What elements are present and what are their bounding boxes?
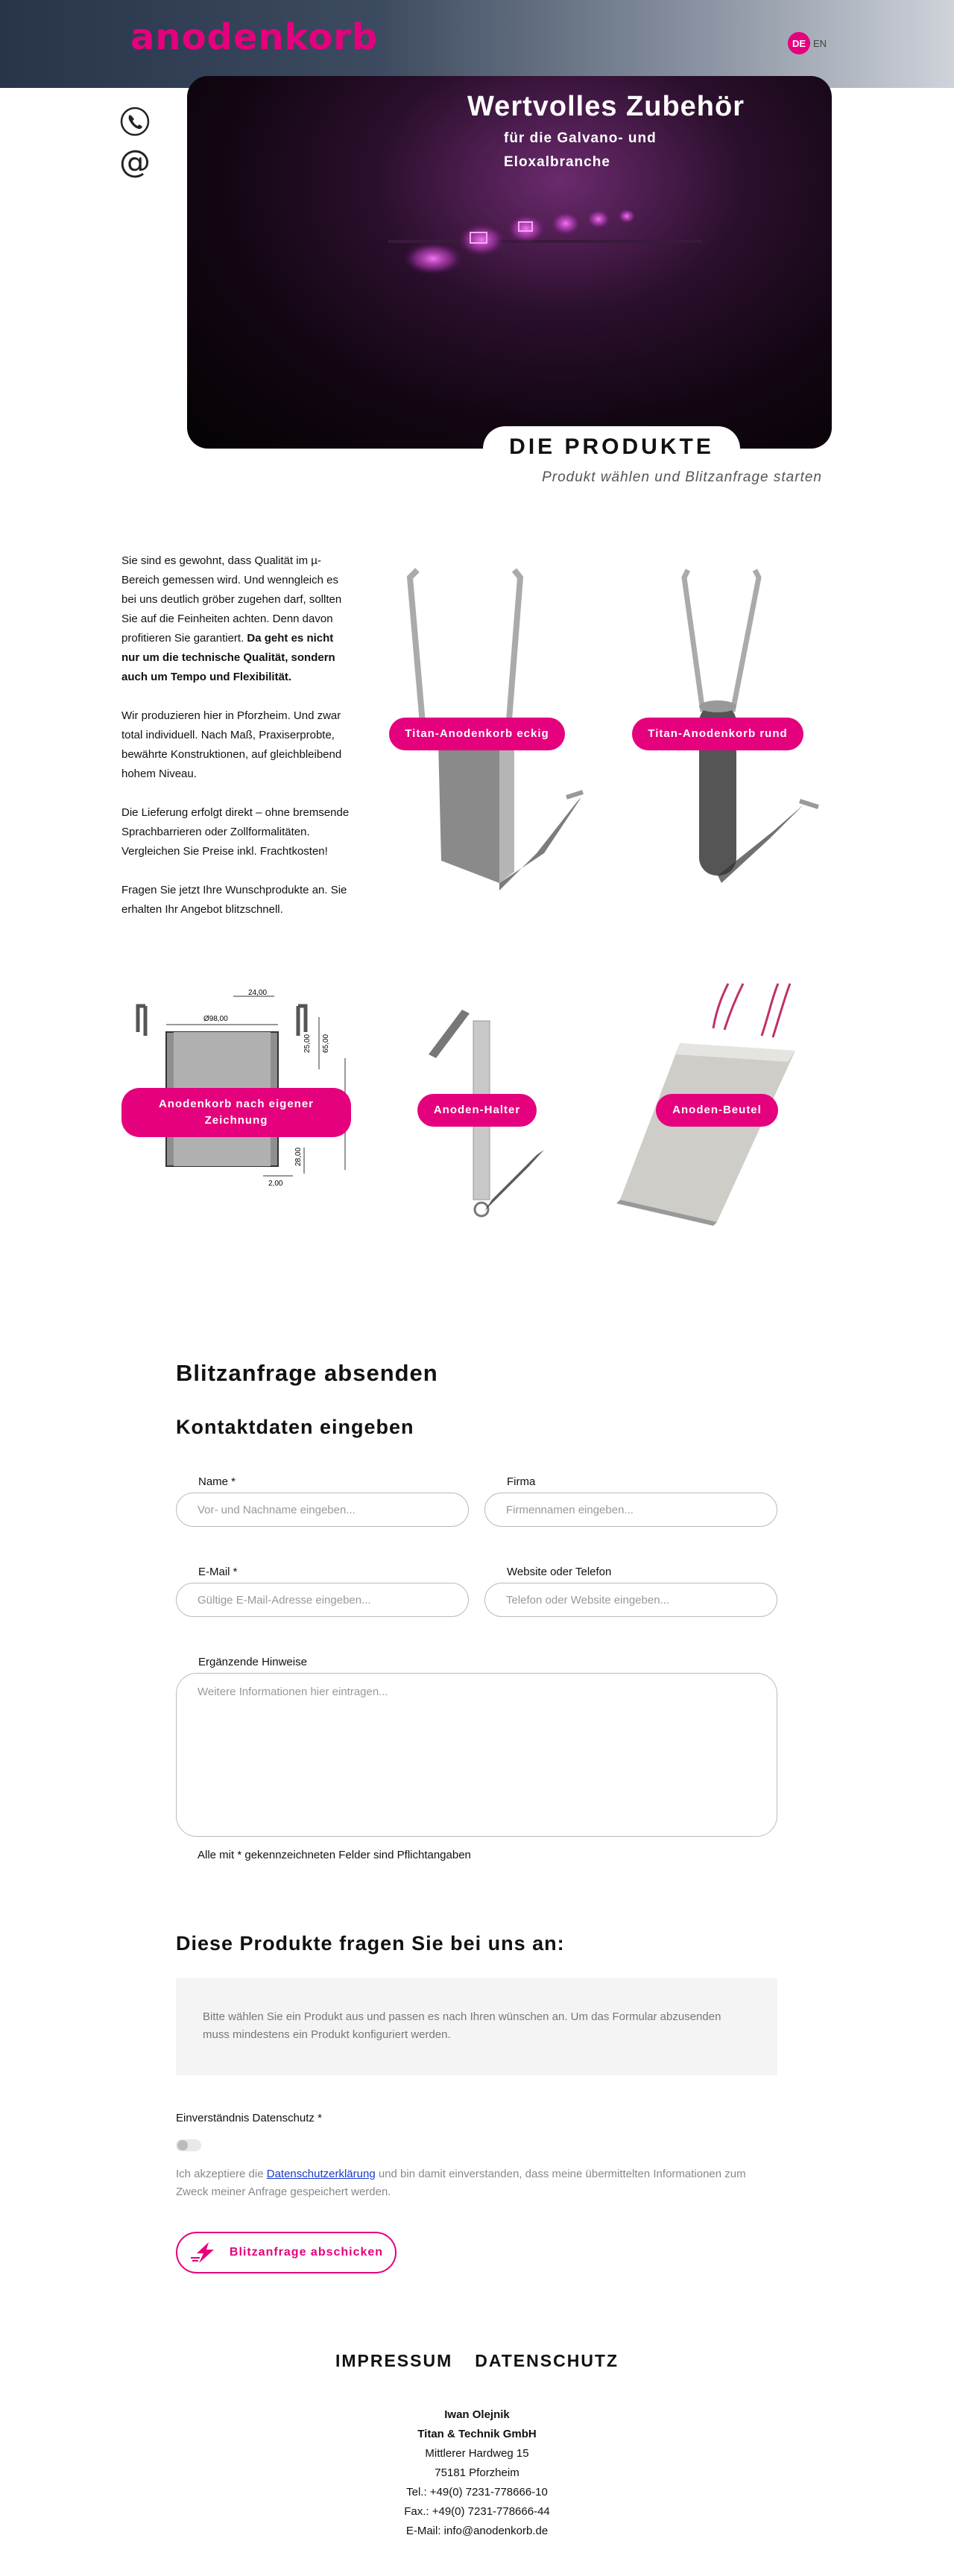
website-input[interactable]	[484, 1583, 777, 1617]
form-title: Blitzanfrage absenden	[176, 1360, 438, 1386]
footer-city: 75181 Pforzheim	[435, 2466, 519, 2479]
website-label: Website oder Telefon	[507, 1566, 612, 1578]
notes-label: Ergänzende Hinweise	[198, 1656, 307, 1668]
contact-title: Kontaktdaten eingeben	[176, 1416, 414, 1438]
request-empty-box	[176, 1978, 777, 2075]
request-empty-text: Bitte wählen Sie ein Produkt aus und passen es nach Ihren wünschen an. Um das Formular abzusenden muss mindestens ein Produkt konfiguriert werden.	[203, 2010, 721, 2041]
company-input[interactable]	[484, 1493, 777, 1527]
intro-paragraph-2: Wir produzieren hier in Pforzheim. Und zwar total individuell. Nach Maß, Praxiserprobte, bewährte Konstruktionen, auf gleichbleibend hohem Niveau.	[121, 709, 342, 780]
header-bar	[0, 0, 954, 88]
dim-label-2: Ø98,00	[203, 1015, 228, 1023]
products-subtitle: Produkt wählen und Blitzanfrage starten	[542, 469, 822, 485]
submit-label: Blitzanfrage abschicken	[229, 2246, 384, 2259]
name-label: Name *	[198, 1475, 236, 1488]
request-title: Diese Produkte fragen Sie bei uns an:	[176, 1932, 565, 1955]
lightning-icon	[189, 2241, 221, 2264]
intro-paragraph-3: Die Lieferung erfolgt direkt – ohne bremsende Sprachbarrieren oder Zollformalitäten. Vergleichen Sie Preise inkl. Frachtkosten!	[121, 806, 350, 858]
products-title: DIE PRODUKTE	[509, 434, 714, 459]
dim-label-4: 65,00	[322, 1034, 330, 1053]
product-card-square-basket[interactable]	[388, 563, 596, 898]
dim-label-1: 24,00	[248, 989, 268, 997]
footer-fax: Fax.: +49(0) 7231-778666-44	[404, 2505, 550, 2518]
hero-banner	[187, 76, 832, 449]
privacy-link[interactable]: Datenschutzerklärung	[266, 2168, 376, 2180]
product-card-round-basket[interactable]	[632, 563, 826, 898]
consent-toggle[interactable]	[176, 2139, 201, 2151]
footer-tel[interactable]: Tel.: +49(0) 7231-778666-10	[406, 2486, 548, 2499]
consent-label: Einverständnis Datenschutz *	[176, 2112, 322, 2124]
hero-subtitle: für die Galvano- und Eloxalbranche	[504, 130, 657, 170]
notes-textarea[interactable]	[176, 1673, 777, 1837]
required-note: Alle mit * gekennzeichneten Felder sind Pflichtangaben	[198, 1849, 471, 1861]
dim-label-5: 28,00	[294, 1147, 303, 1166]
product-button-anode-holder[interactable]: Anoden-Halter	[417, 1094, 537, 1127]
name-input[interactable]	[176, 1493, 469, 1527]
email-label: E-Mail *	[198, 1566, 238, 1578]
intro-paragraph-1: Sie sind es gewohnt, dass Qualität im µ-Bereich gemessen wird. Und wenngleich es bei uns deutlich gröber zugehen darf, sollten Sie auf die Feinheiten achten. Denn davon profitieren Sie garantiert. Da geht es nicht nur um die technische Qualität, sondern auch um Tempo und Flexibilität.	[121, 554, 342, 683]
submit-button[interactable]	[176, 2232, 397, 2273]
footer-email[interactable]: E-Mail: info@anodenkorb.de	[405, 2525, 549, 2537]
footer-street: Mittlerer Hardweg 15	[425, 2447, 529, 2460]
product-card-anode-bag[interactable]	[613, 976, 829, 1237]
intro-paragraph-4: Fragen Sie jetzt Ihre Wunschprodukte an. Sie erhalten Ihr Angebot blitzschnell.	[121, 884, 347, 916]
product-button-square-basket[interactable]: Titan-Anodenkorb eckig	[389, 718, 565, 750]
impressum-link[interactable]: IMPRESSUM	[335, 2351, 453, 2370]
datenschutz-link[interactable]: DATENSCHUTZ	[475, 2351, 619, 2370]
logo[interactable]: anodenkorb	[130, 16, 379, 58]
dim-label-3: 25,00	[303, 1034, 312, 1053]
email-input[interactable]	[176, 1583, 469, 1617]
footer-links	[0, 2351, 954, 2371]
footer-company: Titan & Technik GmbH	[417, 2428, 537, 2440]
intro-text	[121, 551, 353, 939]
company-label: Firma	[507, 1475, 536, 1488]
hero-glow-image	[388, 188, 701, 292]
lang-en-button[interactable]: EN	[813, 37, 827, 49]
footer-name: Iwan Olejnik	[444, 2408, 510, 2421]
dim-label-6: 2,00	[268, 1180, 283, 1188]
phone-icon[interactable]	[119, 106, 151, 137]
product-card-anode-holder[interactable]	[410, 987, 559, 1226]
language-switcher	[788, 32, 827, 54]
lang-de-button[interactable]: DE	[788, 32, 810, 54]
product-button-anode-bag[interactable]: Anoden-Beutel	[656, 1094, 778, 1127]
footer-contact	[0, 2405, 954, 2541]
at-icon[interactable]: @	[119, 143, 151, 180]
product-button-round-basket[interactable]: Titan-Anodenkorb rund	[632, 718, 803, 750]
toggle-knob	[177, 2140, 188, 2151]
product-card-custom-drawing[interactable]	[121, 987, 360, 1196]
product-button-custom-drawing[interactable]: Anodenkorb nach eigener Zeichnung	[121, 1088, 351, 1137]
consent-text: Ich akzeptiere die Datenschutzerklärung und bin damit einverstanden, dass meine übermittelten Informationen zum Zweck meiner Anfrage gespeichert werden.	[176, 2168, 746, 2198]
hero-title: Wertvolles Zubehör	[467, 91, 745, 122]
